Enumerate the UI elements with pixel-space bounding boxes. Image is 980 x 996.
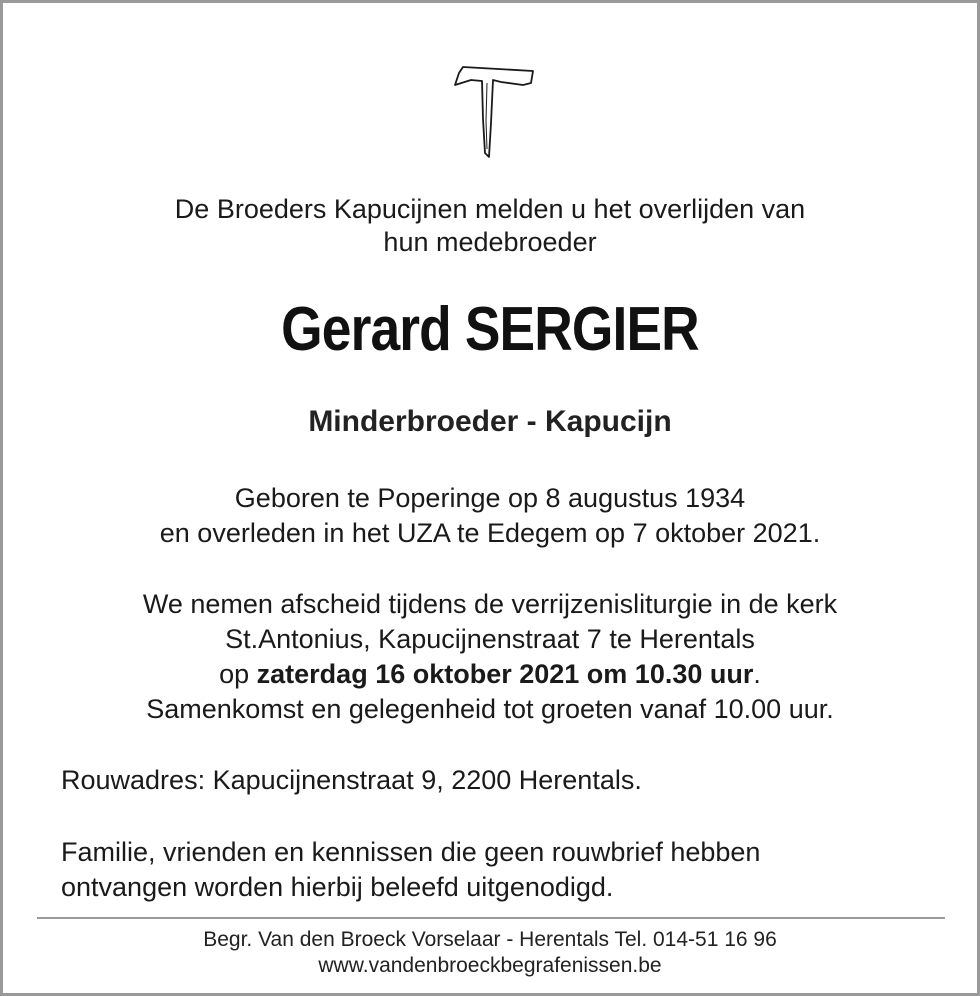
service-date-prefix: op (219, 659, 257, 689)
born-line-1: Geboren te Poperinge op 8 augustus 1934 (234, 483, 746, 513)
family-line-2: ontvangen worden hierbij beleefd uitgenodigd. (61, 872, 614, 902)
intro-text (3, 193, 977, 259)
service-date-suffix: . (753, 659, 761, 689)
deceased-name: Gerard SERGIER (281, 295, 699, 364)
service-line-1: We nemen afscheid tijdens de verrijzenisliturgie in de kerk (142, 589, 838, 619)
intro-line-1: De Broeders Kapucijnen melden u het overlijden van (174, 194, 806, 224)
service-date: zaterdag 16 oktober 2021 om 10.30 uur (256, 659, 754, 689)
mourning-address: Rouwadres: Kapucijnenstraat 9, 2200 Herentals. (61, 765, 642, 795)
birth-death-text (3, 481, 977, 551)
footer-website: www.vandenbroeckbegrafenissen.be (318, 954, 662, 977)
born-line-2: en overleden in het UZA te Edegem op 7 oktober 2021. (159, 518, 821, 548)
service-line-3 (3, 657, 977, 692)
family-invitation (61, 835, 760, 905)
footer-line-1: Begr. Van den Broeck Vorselaar - Herentals Tel. 014-51 16 96 (203, 928, 777, 951)
funeral-service-text (3, 587, 977, 727)
deceased-role: Minderbroeder - Kapucijn (308, 405, 672, 438)
service-line-2: St.Antonius, Kapucijnenstraat 7 te Herentals (225, 624, 755, 654)
tau-cross-icon (449, 61, 537, 161)
family-line-1: Familie, vrienden en kennissen die geen rouwbrief hebben (61, 837, 761, 867)
intro-line-2: hun medebroeder (383, 227, 597, 257)
service-line-4: Samenkomst en gelegenheid tot groeten vanaf 10.00 uur. (146, 694, 834, 724)
funeral-director-footer (3, 927, 977, 979)
footer-divider (37, 917, 945, 919)
